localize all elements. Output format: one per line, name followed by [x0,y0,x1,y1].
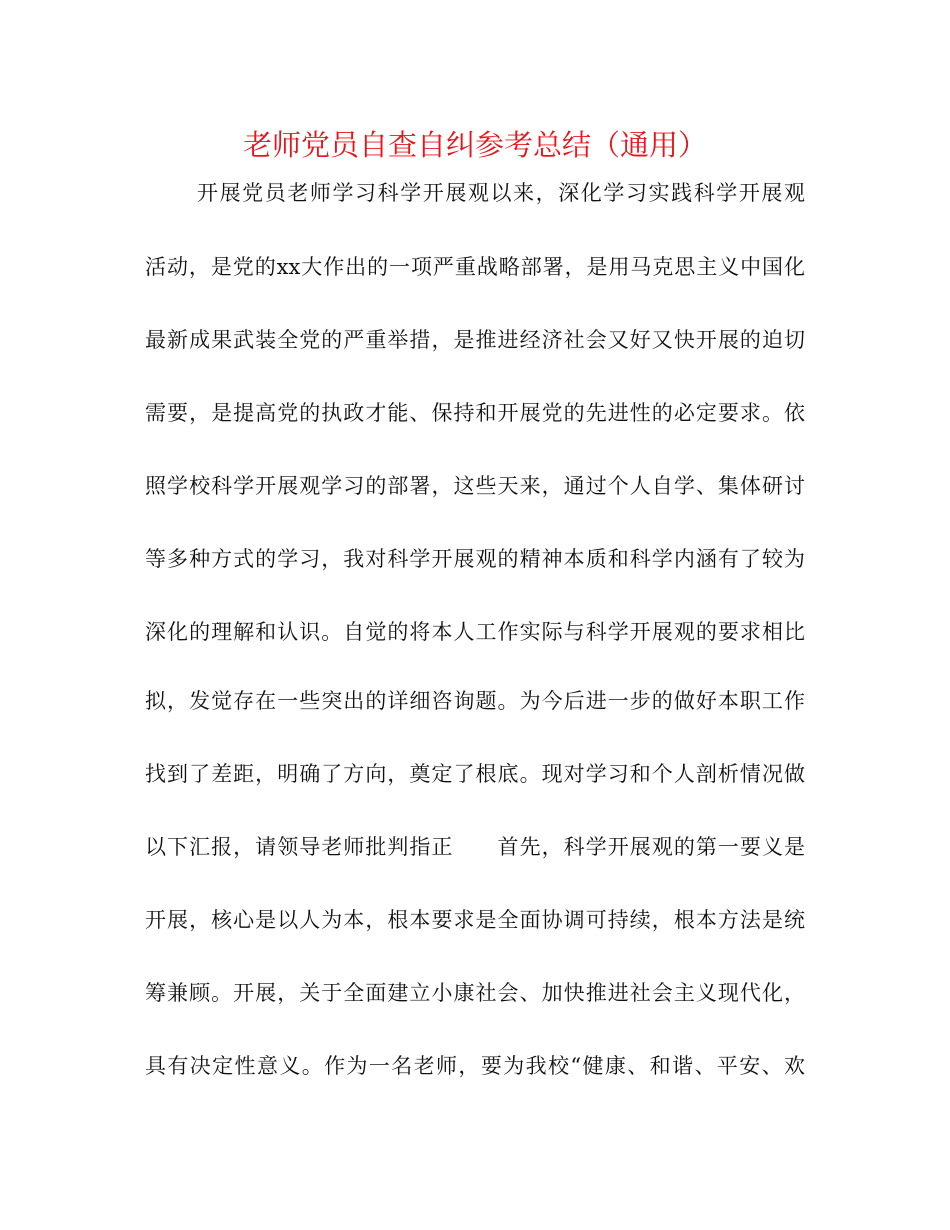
body-line-7: 深化的理解和认识。自觉的将本人工作实际与科学开展观的要求相比 [145,620,805,644]
body-line-5: 照学校科学开展观学习的部署，这些天来，通过个人自学、集体研讨 [145,474,805,498]
document-title: 老师党员自查自纠参考总结（通用） [242,128,707,162]
body-line-2: 活动，是党的xx大作出的一项严重战略部署，是用马克思主义中国化 [145,255,805,279]
body-line-1: 开展党员老师学习科学开展观以来，深化学习实践科学开展观 [197,181,805,205]
body-line-9: 找到了差距，明确了方向，奠定了根底。现对学习和个人剖析情况做 [145,762,805,786]
body-line-8: 拟，发觉存在一些突出的详细咨询题。为今后进一步的做好本职工作 [145,689,805,713]
body-line-12: 筹兼顾。开展，关于全面建立小康社会、加快推进社会主义现代化， [145,981,805,1005]
body-line-10: 以下汇报，请领导老师批判指正 首先，科学开展观的第一要义是 [145,835,805,859]
body-line-6: 等多种方式的学习，我对科学开展观的精神本质和科学内涵有了较为 [145,547,805,571]
body-line-4: 需要，是提高党的执政才能、保持和开展党的先进性的必定要求。依 [145,401,805,425]
body-line-13: 具有决定性意义。作为一名老师，要为我校“健康、和谐、平安、欢 [145,1054,805,1078]
body-line-11: 开展，核心是以人为本，根本要求是全面协调可持续，根本方法是统 [145,908,805,932]
body-line-3: 最新成果武装全党的严重举措，是推进经济社会又好又快开展的迫切 [145,328,805,352]
